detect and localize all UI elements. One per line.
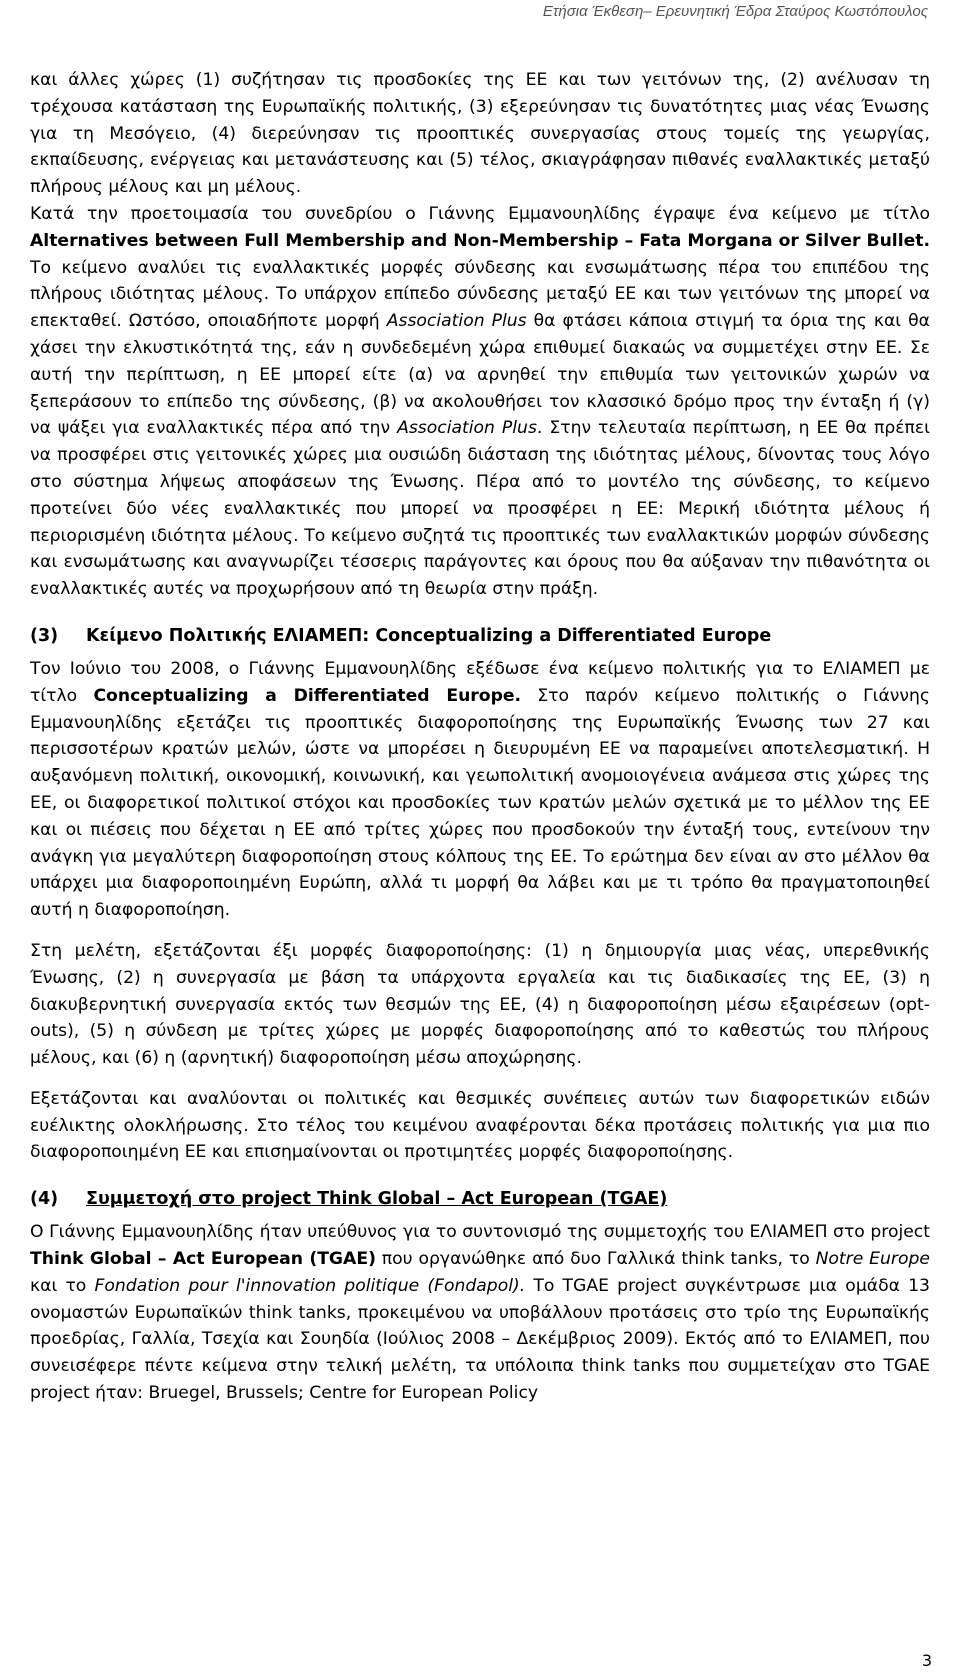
section-number: (3) xyxy=(30,625,59,646)
paragraph-alternatives-paper: Κατά την προετοιμασία του συνεδρίου ο Γιάννης Εμμανουηλίδης έγραψε ένα κείμενο με τίτλο Alternatives between Full Membership and Non-Membership – Fata Morgana or Silver Bullet. Το κείμενο αναλύει τις εναλλακτικές μορφές σύνδεσης και ενσωμάτωσης πέρα του επιπέδου της πλήρους ιδιότητας μέλους. Το υπάρχον επίπεδο σύνδεσης μεταξύ ΕΕ και των γειτόνων της μπορεί να επεκταθεί. Ωστόσο, οποιαδήποτε μορφή Association Plus θα φτάσει κάποια στιγμή τα όρια της και θα χάσει την ελκυστικότητά της, εάν η συνδεδεμένη χώρα επιθυμεί διακαώς να συμμετέχει στην ΕΕ. Σε αυτή την περίπτωση, η ΕΕ μπορεί είτε (α) να αρνηθεί την επιθυμία των γειτονικών χωρών να ξεπεράσουν το επίπεδο της σύνδεσης, (β) να ακολουθήσει τον κλασσικό δρόμο προς την ένταξη ή (γ) να ψάξει για εναλλακτικές πέρα από την Association Plus. Στην τελευταία περίπτωση, η ΕΕ θα πρέπει να προσφέρει στις γειτονικές χώρες μια ουσιώδη διάσταση της ιδιότητας μέλους, δίνοντας τους λόγο στο σύστημα λήψεως αποφάσεων της Ένωσης. Πέρα από το μοντέλο της σύνδεσης, το κείμενο προτείνει δύο νέες εναλλακτικές που μπορεί να προσφέρει η ΕΕ: Μερική ιδιότητα μέλους ή περιορισμένη ιδιότητα μέλους. Το κείμενο συζητά τις προοπτικές των εναλλακτικών μορφών σύνδεσης και ενσωμάτωσης και αναγνωρίζει τέσσερις παράγοντες και όρους που θα αύξαναν την πιθανότητα οι εναλλακτικές αυτές να προχωρήσουν από τη θεωρία στην πράξη. xyxy=(30,203,930,600)
paragraph-consequences: Εξετάζονται και αναλύονται οι πολιτικές και θεσμικές συνέπειες αυτών των διαφορετικών ειδών ευέλικτης ολοκλήρωσης. Στο τέλος του κειμένου αναφέρονται δέκα προτάσεις πολιτικής για μια πιο διαφοροποιημένη ΕΕ και επισημαίνονται οι προτιμητέες μορφές διαφοροποίησης. xyxy=(30,1088,930,1163)
paragraph-differentiated-europe: Τον Ιούνιο του 2008, ο Γιάννης Εμμανουηλίδης εξέδωσε ένα κείμενο πολιτικής για το ΕΛΙΑΜΕΠ με τίτλο Conceptualizing a Differentiated Europe. Στο παρόν κείμενο πολιτικής ο Γιάννης Εμμανουηλίδης εξετάζει τις προοπτικές διαφοροποίησης της Ευρωπαϊκής Ένωσης των 27 και περισσοτέρων κρατών μελών, ώστε να μπορέσει η διευρυμένη ΕΕ να παραμείνει αποτελεσματική. Η αυξανόμενη πολιτική, οικονομική, κοινωνική, και γεωπολιτική ανομοιογένεια ανάμεσα στις χώρες της ΕΕ, οι διαφορετικοί πολιτικοί στόχοι και προσδοκίες των κρατών μελών σχετικά με το μέλλον της ΕΕ και οι πιέσεις που δέχεται η ΕΕ από τρίτες χώρες που προσδοκούν την ένταξή τους, εντείνουν την ανάγκη για μεγαλύτερη διαφοροποίηση στους κόλπους της ΕΕ. Το ερώτημα δεν είναι αν στο μέλλον θα υπάρχει μια διαφοροποιημένη Ευρώπη, αλλά τι μορφή θα λάβει και με τι τρόπο θα πραγματοποιηθεί αυτή η διαφοροποίηση. xyxy=(30,658,930,921)
name-notre-europe: Notre Europe xyxy=(815,1249,930,1270)
section-title: Συμμετοχή στο project Think Global – Act European (TGAE) xyxy=(86,1189,668,1210)
section-heading-3 xyxy=(30,623,930,649)
section-heading-4 xyxy=(30,1186,930,1212)
section-title: Κείμενο Πολιτικής ΕΛΙΑΜΕΠ: Conceptualizing a Differentiated Europe xyxy=(86,625,772,646)
paragraph-six-forms: Στη μελέτη, εξετάζονται έξι μορφές διαφοροποίησης: (1) η δημιουργία μιας νέας, υπερεθνικής Ένωσης, (2) η συνεργασία με βάση τα υπάρχοντα εργαλεία και τις διαδικασίες της ΕΕ, (3) η διακυβερνητική συνεργασία εκτός των θεσμών της ΕΕ, (4) η διαφοροποίηση μέσω εξαιρέσεων (opt-outs), (5) η σύνδεση με τρίτες χώρες με μορφές διαφοροποίησης από το καθεστώς του πλήρους μέλους, και (6) η (αρνητική) διαφοροποίηση μέσω αποχώρησης. xyxy=(30,940,930,1069)
paper-title-differentiated: Conceptualizing a Differentiated Europe. xyxy=(93,685,522,706)
document-body xyxy=(30,67,930,1407)
paragraph-conference-results: και άλλες χώρες (1) συζήτησαν τις προσδοκίες της ΕΕ και των γειτόνων της, (2) ανέλυσαν τη τρέχουσα κατάσταση της Ευρωπαϊκής πολιτικής, (3) εξερεύνησαν τις δυνατότητες μιας νέας Ένωσης για τη Μεσόγειο, (4) διερεύνησαν τις προοπτικές συνεργασίας στους τομείς της γεωργίας, εκπαίδευσης, ενέργειας και μετανάστευσης και (5) τέλος, σκιαγράφησαν πιθανές εναλλακτικές μεταξύ πλήρους μέλους και μη μέλους. xyxy=(30,70,930,198)
project-title-tgae: Think Global – Act European (TGAE) xyxy=(30,1249,376,1270)
section-number: (4) xyxy=(30,1189,59,1210)
running-header: Ετήσια Έκθεση– Ερευνητική Έδρα Σταύρος Κωστόπουλος xyxy=(542,3,928,20)
term-association-plus: Association Plus xyxy=(386,311,527,332)
page-number: 3 xyxy=(921,1651,932,1670)
paper-title-alternatives: Alternatives between Full Membership and Non-Membership – Fata Morgana or Silver Bullet. xyxy=(30,230,930,251)
term-association-plus-2: Association Plus xyxy=(397,418,537,439)
paragraph-tgae-project: Ο Γιάννης Εμμανουηλίδης ήταν υπεύθυνος για το συντονισμό της συμμετοχής του ΕΛΙΑΜΕΠ στο project Think Global – Act European (TGAE) που οργανώθηκε από δυο Γαλλικά think tanks, το Notre Europe και το Fondation pour l'innovation politique (Fondapol). Το TGAE project συγκέντρωσε μια ομάδα 13 ονομαστών Ευρωπαϊκών think tanks, προκειμένου να υποβάλλουν προτάσεις στο τρίο της Ευρωπαϊκής προεδρίας, Γαλλία, Τσεχία και Σουηδία (Ιούλιος 2008 – Δεκέμβριος 2009). Εκτός από το ΕΛΙΑΜΕΠ, που συνεισέφερε πέντε κείμενα στην τελική μελέτη, τα υπόλοιπα think tanks που συμμετείχαν στο TGAE project ήταν: Bruegel, Brussels; Centre for European Policy xyxy=(30,1222,930,1404)
name-fondapol: Fondation pour l'innovation politique (Fondapol). xyxy=(94,1275,526,1296)
